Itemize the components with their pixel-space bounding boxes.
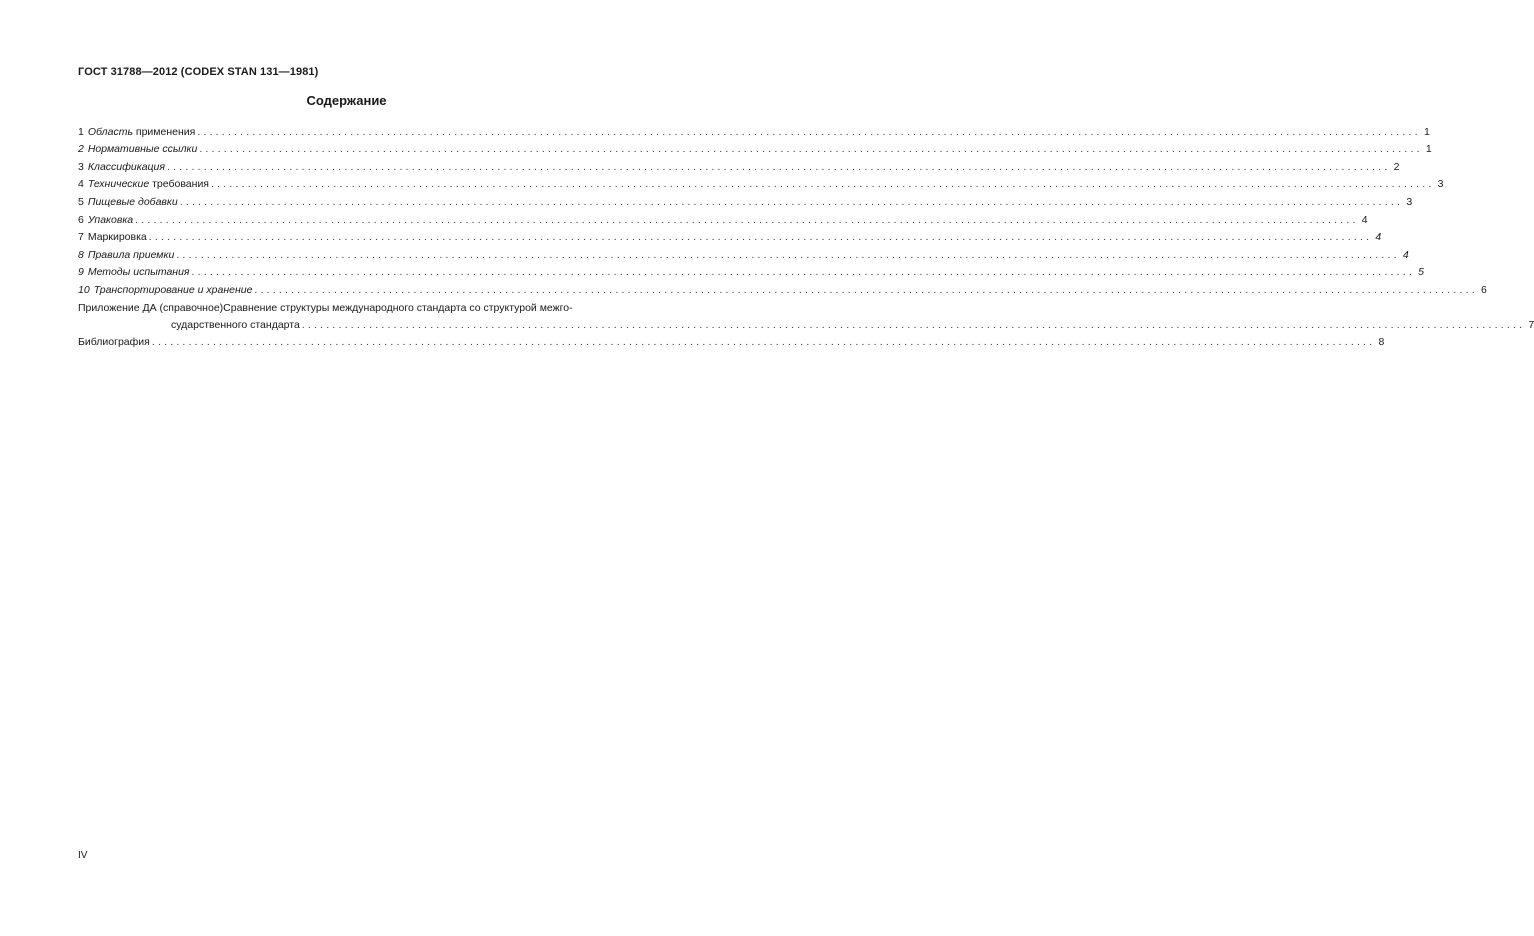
toc-entry-3[interactable]: [78, 156, 1400, 174]
toc-entry-page: 5: [1418, 266, 1424, 279]
toc-entry-6[interactable]: [78, 209, 1368, 227]
table-of-contents: [78, 121, 1534, 349]
appendix-paren: ): [219, 301, 224, 314]
toc-entry-number: 2: [78, 143, 84, 156]
toc-entry-bibliography[interactable]: [78, 332, 1385, 350]
dot-leader: ........................................................................................................................................................................................................: [301, 318, 1526, 331]
dot-leader: ........................................................................................................................................................................................................: [148, 231, 1373, 244]
page-title: Содержание: [306, 93, 387, 108]
toc-entry-label: [78, 161, 165, 174]
toc-entry-title-italic: Технические: [87, 178, 150, 191]
toc-entry-8[interactable]: [78, 244, 1409, 262]
page-number: IV: [78, 850, 88, 861]
toc-entry-label: [78, 196, 178, 209]
toc-entry-page: 4: [1402, 248, 1409, 261]
toc-entry-label: [78, 126, 195, 139]
toc-entry-4[interactable]: [78, 174, 1444, 192]
toc-entry-number: 9: [78, 266, 84, 279]
toc-entry-title-italic: Нормативные ссылки: [87, 143, 198, 156]
toc-entry-page: 2: [1393, 160, 1400, 173]
dot-leader: ........................................................................................................................................................................................................: [211, 178, 1435, 191]
toc-entry-page: 4: [1375, 231, 1382, 244]
toc-entry-page: 4: [1361, 213, 1368, 226]
toc-entry-page: 1: [1423, 125, 1430, 138]
toc-entry-2[interactable]: [78, 139, 1432, 157]
toc-entry-number: 1: [78, 125, 84, 138]
toc-entry-title-italic: Пищевые добавки: [87, 195, 178, 208]
dot-leader: ........................................................................................................................................................................................................: [167, 160, 1391, 173]
toc-entry-title-italic: Классификация: [87, 160, 165, 173]
toc-entry-label: [78, 178, 209, 191]
toc-entry-appendix[interactable]: [78, 297, 1534, 332]
toc-entry-title-italic: Методы испытания: [87, 266, 190, 279]
dot-leader: ........................................................................................................................................................................................................: [135, 213, 1359, 226]
toc-entry-number: 3: [78, 160, 84, 173]
appendix-line-1: [78, 297, 614, 315]
toc-entry-number: 10: [78, 283, 90, 296]
dot-leader: ........................................................................................................................................................................................................: [254, 283, 1478, 296]
toc-entry-title-italic: Библиография: [78, 336, 150, 349]
dot-leader: ........................................................................................................................................................................................................: [197, 125, 1421, 138]
toc-entry-title-italic: Область: [87, 125, 133, 138]
toc-entry-page: 3: [1437, 178, 1444, 191]
toc-entry-label: [78, 284, 252, 297]
toc-entry-1[interactable]: [78, 121, 1430, 139]
toc-entry-number: 7: [78, 231, 84, 244]
dot-leader: ........................................................................................................................................................................................................: [151, 336, 1376, 349]
appendix-title-continued: сударственного стандарта: [171, 318, 300, 331]
toc-entry-number: 4: [78, 178, 84, 191]
dot-leader: ........................................................................................................................................................................................................: [176, 248, 1400, 261]
toc-entry-title: требования: [149, 178, 209, 191]
document-header: ГОСТ 31788—2012 (CODEX STAN 131—1981): [78, 66, 319, 78]
toc-entry-9[interactable]: [78, 262, 1424, 280]
toc-entry-page: 7: [1528, 318, 1534, 331]
toc-entry-page: 1: [1425, 143, 1432, 156]
toc-entry-number: 8: [78, 248, 84, 261]
dot-leader: ........................................................................................................................................................................................................: [191, 266, 1415, 279]
toc-entry-title: Маркировка: [87, 231, 147, 244]
toc-entry-10[interactable]: [78, 279, 1487, 297]
appendix-line-2: [78, 315, 1534, 332]
toc-entry-label: [78, 266, 190, 279]
toc-entry-7[interactable]: [78, 227, 1382, 245]
toc-entry-label: [78, 214, 133, 227]
toc-entry-title-italic: Транспортирование и хранение: [93, 283, 253, 296]
toc-entry-title-italic: Правила приемки: [87, 248, 175, 261]
toc-entry-page: 6: [1481, 283, 1487, 296]
toc-entry-label: [78, 249, 174, 262]
toc-entry-title: применения: [132, 125, 196, 138]
toc-entry-number: 6: [78, 213, 84, 226]
toc-entry-label: [78, 231, 147, 244]
toc-entry-number: 5: [78, 195, 84, 208]
toc-entry-5[interactable]: [78, 191, 1413, 209]
appendix-title: Сравнение структуры международного стандарта со структурой межго-: [223, 301, 573, 314]
toc-entry-label: [78, 143, 197, 156]
toc-entry-title-italic: Упаковка: [87, 213, 134, 226]
dot-leader: ........................................................................................................................................................................................................: [179, 195, 1404, 208]
toc-entry-page: 8: [1378, 336, 1385, 349]
toc-entry-page: 3: [1406, 195, 1413, 208]
dot-leader: ........................................................................................................................................................................................................: [199, 143, 1423, 156]
appendix-prefix: Приложение ДА (справочное: [78, 301, 220, 314]
